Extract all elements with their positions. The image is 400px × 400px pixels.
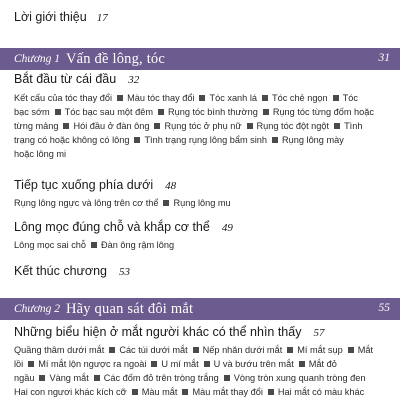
chapter-2-header[interactable] — [0, 298, 400, 320]
list-item[interactable]: Tình trạng rụng lông bẩm sinh — [144, 135, 268, 145]
list-item[interactable]: Mí mắt lộn ngược ra ngoài — [38, 359, 147, 369]
section-items — [14, 238, 386, 252]
item-line — [14, 105, 386, 119]
item-line — [14, 119, 386, 133]
bullet-square-icon — [199, 95, 205, 101]
list-item[interactable]: Vòng tròn xung quanh tròng đen — [233, 373, 366, 383]
list-item[interactable]: Rụng tóc đột ngột — [256, 121, 330, 131]
section-entry[interactable] — [14, 178, 176, 192]
bullet-square-icon — [334, 123, 340, 129]
list-item[interactable]: ngầu — [14, 373, 35, 383]
bullet-square-icon — [55, 109, 61, 115]
chapter-1-title: Vấn đề lông, tóc — [65, 50, 166, 67]
item-line — [14, 91, 386, 105]
list-item[interactable]: Kết cấu của tóc thay đổi — [14, 93, 113, 103]
section-title: Tiếp tục xuống phía dưới — [14, 178, 154, 192]
section-items — [14, 91, 386, 161]
section-title: Bắt đầu từ cái đầu — [14, 72, 117, 86]
list-item[interactable]: Hai mắt có màu khác — [277, 387, 365, 397]
item-line — [14, 385, 386, 399]
list-item[interactable]: Đàn ông rậm lông — [101, 240, 175, 250]
list-item[interactable]: Nếp nhăn dưới mắt — [202, 345, 283, 355]
list-item[interactable]: Mí mắt sụp — [297, 345, 343, 355]
bullet-square-icon — [262, 95, 268, 101]
bullet-square-icon — [247, 123, 253, 129]
chapter-1-label: Chương 1 — [14, 53, 60, 65]
list-item[interactable]: Hói đầu ở đàn ông — [73, 121, 150, 131]
section-title: Kết thúc chương — [14, 264, 108, 278]
bullet-square-icon — [224, 375, 230, 381]
list-item[interactable]: Lông mọc sai chỗ — [14, 240, 87, 250]
list-item[interactable]: Tóc bạc sau một đêm — [64, 107, 153, 117]
chapter-2-page-number: 55 — [378, 302, 390, 314]
list-item[interactable]: U và bướu trên mắt — [213, 359, 294, 369]
bullet-square-icon — [204, 361, 210, 367]
bullet-square-icon — [272, 137, 278, 143]
section-page-number: 48 — [165, 180, 177, 192]
list-item[interactable]: Màu mắt thay đổi — [192, 387, 263, 397]
list-item[interactable]: Tóc xanh lá — [209, 93, 257, 103]
bullet-square-icon — [348, 347, 354, 353]
bullet-square-icon — [154, 123, 160, 129]
bullet-square-icon — [109, 347, 115, 353]
section-title: Những biểu hiện ở mắt người khác có thể nhìn thấy — [14, 325, 302, 339]
list-item[interactable]: Rụng lông mu — [173, 198, 231, 208]
item-line — [14, 371, 386, 385]
list-item[interactable]: Tóc — [342, 93, 358, 103]
bullet-square-icon — [117, 95, 123, 101]
bullet-square-icon — [268, 389, 274, 395]
list-item[interactable]: U mí mắt — [161, 359, 199, 369]
bullet-square-icon — [63, 123, 69, 129]
bullet-square-icon — [163, 200, 169, 206]
bullet-square-icon — [132, 389, 138, 395]
list-item[interactable]: Màu tóc thay đổi — [127, 93, 195, 103]
section-entry[interactable] — [14, 264, 130, 278]
item-line — [14, 238, 386, 252]
bullet-square-icon — [287, 347, 293, 353]
list-item[interactable]: Rụng lông mày — [282, 135, 344, 145]
bullet-square-icon — [94, 375, 100, 381]
list-item[interactable]: Mắt — [357, 345, 374, 355]
section-page-number: 53 — [119, 266, 131, 278]
section-page-number: 32 — [128, 74, 140, 86]
section-page-number: 57 — [313, 327, 325, 339]
chapter-2-label: Chương 2 — [14, 303, 60, 315]
item-line — [14, 196, 386, 210]
section-items — [14, 343, 386, 399]
list-item[interactable]: từng mảng — [14, 121, 59, 131]
chapter-1-header[interactable] — [0, 48, 400, 70]
bullet-square-icon — [28, 361, 34, 367]
list-item[interactable]: Mắt đỏ — [308, 359, 337, 369]
section-items — [14, 196, 386, 210]
intro-label: Lời giới thiệu — [14, 10, 87, 24]
list-item[interactable]: Quầng thâm dưới mắt — [14, 345, 105, 355]
chapter-2-title: Hãy quan sát đôi mắt — [65, 300, 194, 317]
bullet-square-icon — [158, 109, 164, 115]
bullet-square-icon — [299, 361, 305, 367]
list-item[interactable]: lồi — [14, 359, 24, 369]
section-title: Lông mọc đúng chỗ và khắp cơ thể — [14, 220, 210, 234]
list-item[interactable]: Tình — [344, 121, 363, 131]
section-page-number: 49 — [221, 222, 233, 234]
chapter-1-page-number: 31 — [378, 52, 390, 64]
list-item[interactable]: Màu mắt — [141, 387, 178, 397]
list-item[interactable]: Rụng tóc bình thường — [167, 107, 258, 117]
bullet-square-icon — [263, 109, 269, 115]
list-item[interactable]: Các túi dưới mắt — [119, 345, 188, 355]
list-item[interactable]: Rụng lông ngực và lông trên cơ thể — [14, 198, 159, 208]
list-item[interactable]: Rụng tóc ở phụ nữ — [164, 121, 242, 131]
bullet-square-icon — [39, 375, 45, 381]
intro-entry[interactable] — [14, 10, 108, 24]
item-line — [14, 147, 386, 161]
item-line — [14, 133, 386, 147]
section-entry[interactable] — [14, 72, 139, 86]
list-item[interactable]: Tóc chẻ ngọn — [271, 93, 328, 103]
bullet-square-icon — [333, 95, 339, 101]
list-item[interactable]: Rụng tóc từng đốm hoặc — [272, 107, 374, 117]
bullet-square-icon — [151, 361, 157, 367]
item-line — [14, 357, 386, 371]
item-line — [14, 343, 386, 357]
bullet-square-icon — [134, 137, 140, 143]
bullet-square-icon — [182, 389, 188, 395]
section-entry[interactable] — [14, 325, 324, 339]
list-item[interactable]: Vàng mắt — [49, 373, 89, 383]
list-item[interactable]: hoặc lông mi — [14, 149, 67, 159]
list-item[interactable]: bạc sớm — [14, 107, 50, 117]
list-item[interactable]: Các đốm đỏ trên tròng trắng — [103, 373, 219, 383]
list-item[interactable]: Hai con ngươi khác kích cỡ — [14, 387, 127, 397]
bullet-square-icon — [193, 347, 199, 353]
bullet-square-icon — [91, 242, 97, 248]
list-item[interactable]: trạng có hoặc không có lông — [14, 135, 130, 145]
intro-page-number: 17 — [96, 12, 108, 24]
section-entry[interactable] — [14, 220, 233, 234]
